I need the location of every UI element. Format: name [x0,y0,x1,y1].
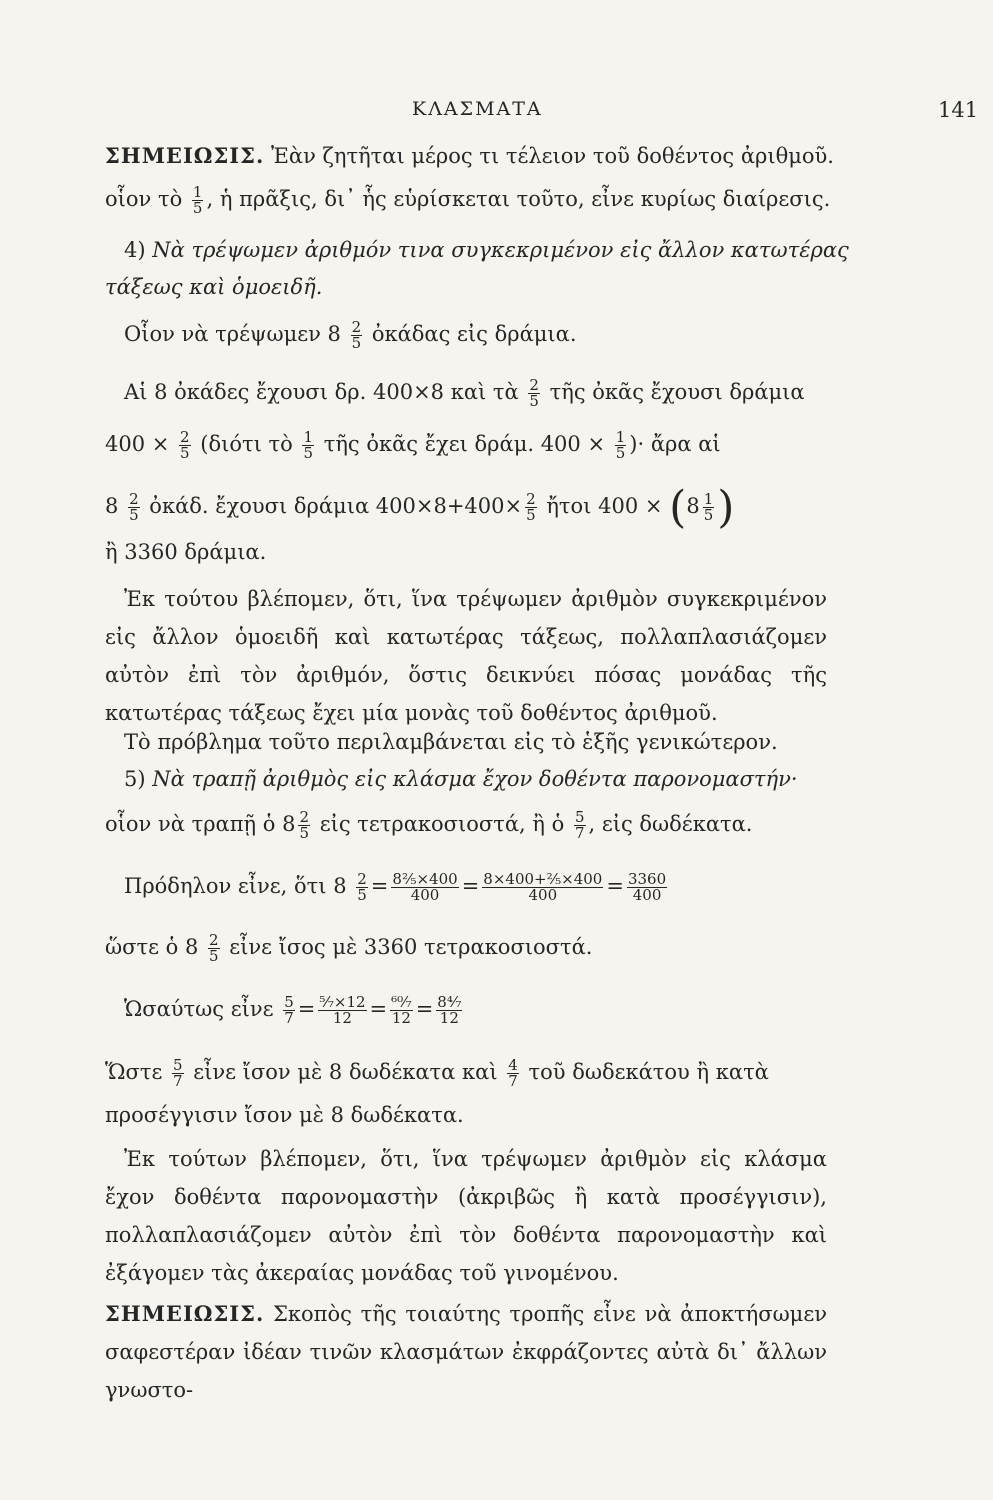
fraction [179,430,191,461]
denominator: 5 [129,506,139,524]
numerator: ⁶⁰⁄₇ [391,993,412,1011]
text: 400 × [105,432,170,456]
text: Ὥστε [105,1060,163,1084]
numerator: 1 [703,490,714,508]
text: ὀκάδ. ἔχουσι δράμια 400×8+400× [149,494,523,518]
numerator: 5 [574,808,585,826]
fraction [507,1058,519,1089]
numerator: 1 [192,183,203,201]
text: τῆς ὀκᾶς ἔχουσι δράμια [549,380,805,404]
text-line: Τὸ πρόβλημα τοῦτο περιλαμβάνεται εἰς τὸ ἑξῆς γενικώτερον. [124,730,778,754]
numerator: 4 [508,1056,518,1074]
fraction [318,995,366,1026]
numerator: 2 [357,870,367,888]
denominator: 12 [318,1010,366,1026]
denominator: 5 [180,444,190,462]
denominator: 5 [615,444,626,462]
fraction [482,872,603,903]
denominator: 5 [303,444,314,462]
numerator: 2 [529,376,539,394]
text: , ἡ πρᾶξις, δι᾽ ἧς εὑρίσκεται τοῦτο, εἶνε κυρίως διαίρεσις. [206,187,831,211]
denominator: 5 [529,392,539,410]
running-title: ΚΛΑΣΜΑΤΑ [412,98,543,120]
numerator: 5 [284,993,294,1011]
numerator: ⁵⁄₇×12 [319,993,366,1011]
text: Ὡσαύτως εἶνε [124,997,274,1021]
denominator: 5 [209,947,219,965]
text: , εἰς δωδέκατα. [588,812,753,836]
text: εἶνε ἴσον μὲ 8 δωδέκατα καὶ [193,1060,498,1084]
text: εἰς τετρακοσιοστά, ἢ ὁ [319,812,565,836]
numerator: 3360 [627,870,667,888]
text: Αἱ 8 ὀκάδες ἔχουσι δρ. 400×8 καὶ τὰ [124,380,519,404]
denominator: 5 [703,506,714,524]
text: ἤτοι 400 × [546,494,663,518]
equals-sign: = [461,874,480,898]
equals-sign: = [370,874,389,898]
denominator: 12 [436,1010,462,1026]
fraction [302,430,314,461]
fraction [390,995,413,1026]
numerator: 2 [180,428,190,446]
note-line [105,143,834,168]
problem-4-line [124,238,849,262]
result-line: ἢ 3360 δράμια. [105,540,267,564]
computation-line [124,378,805,409]
equation-line [124,995,465,1026]
fraction [574,810,586,841]
denominator: 400 [627,887,667,903]
equation-line [105,1058,769,1089]
equals-sign: = [606,874,624,898]
text: Ἐὰν ζητῆται μέρος τι τέλειον τοῦ δοθέντος ἀριθμοῦ. [270,144,834,168]
denominator: 12 [391,1009,411,1027]
equals-sign: = [369,997,388,1021]
example-line [105,810,752,841]
numerator: 2 [209,931,219,949]
text: (διότι τὸ [200,432,293,456]
denominator: 5 [351,334,362,352]
text: εἶνε ἴσος μὲ 3360 τετρακοσιοστά. [229,935,593,959]
numerator: 2 [526,490,536,508]
denominator: 5 [357,886,367,904]
fraction [283,995,295,1026]
denominator: 400 [482,887,603,903]
problem-statement: Νὰ τρέψωμεν ἀριθμόν τινα συγκεκριμένον εἰς ἄλλον κατωτέρας [152,238,849,262]
text: 8 [686,494,700,518]
numerator: 2 [299,808,310,826]
numerator: 1 [303,428,314,446]
problem-statement: Νὰ τραπῇ ἀριθμὸς εἰς κλάσμα ἔχον δοθέντα παρονομαστήν· [152,767,798,791]
fraction [627,872,667,903]
page-number: 141 [938,98,979,122]
text: Οἷον νὰ τρέψωμεν 8 [124,322,341,346]
fraction [391,872,458,903]
text: Πρόδηλον εἶνε, ὅτι 8 [124,874,347,898]
denominator: 400 [391,887,458,903]
equation-line [105,933,592,964]
equals-sign: = [415,997,434,1021]
text: 8 [105,494,119,518]
text: οἷον νὰ τραπῇ ὁ 8 [105,812,296,836]
text: ὀκάδας εἰς δράμια. [371,322,577,346]
fraction [192,185,204,216]
fraction [298,810,310,841]
example-line [124,320,577,351]
numerator: 2 [351,318,362,336]
numerator: 8×400+⅖×400 [483,870,603,888]
fraction [208,933,220,964]
numerator: 8⅖×400 [392,870,458,888]
text-line: προσέγγισιν ἴσον μὲ 8 δωδέκατα. [105,1103,464,1127]
problem-number: 4) [124,238,146,262]
text: ὥστε ὁ 8 [105,935,199,959]
fraction [172,1058,184,1089]
fraction [525,492,537,523]
note-label: ΣΗΜΕΙΩΣΙΣ. [105,143,265,168]
open-paren: ( [669,482,687,533]
numerator: 1 [615,428,626,446]
problem-number: 5) [124,767,146,791]
denominator: 7 [173,1072,183,1090]
close-paren: ) [717,482,735,533]
note-label: ΣΗΜΕΙΩΣΙΣ. [105,1301,265,1326]
fraction [615,430,627,461]
equation-line [124,872,670,903]
fraction [128,492,140,523]
text: τοῦ δωδεκάτου ἢ κατὰ [528,1060,769,1084]
fraction [356,872,368,903]
paragraph: Ἐκ τούτων βλέπομεν, ὅτι, ἵνα τρέψωμεν ἀριθμὸν εἰς κλάσμα ἔχον δοθέντα παρονομαστὴν (ἀκριβῶς ἢ κατὰ προσέγγισιν), πολλαπλασιάζομεν αὐτὸν ἐπὶ τὸν δοθέντα παρονομαστὴν καὶ ἐξάγομεν τὰς ἀκεραίας μονάδας τοῦ γινομένου. [105,1147,827,1285]
fraction [436,995,462,1026]
paragraph: Ἐκ τούτου βλέπομεν, ὅτι, ἵνα τρέψωμεν ἀριθμὸν συγκεκριμένον εἰς ἄλλον ὁμοειδῆ καὶ κατωτέρας τάξεως, πολλαπλασιάζομεν αὐτὸν ἐπὶ τὸν ἀριθμόν, ὅστις δεικνύει πόσας μονάδας τῆς κατωτέρας τάξεως ἔχει μία μονὰς τοῦ δοθέντος ἀριθμοῦ. [105,587,827,725]
note-paragraph [105,1295,827,1409]
denominator: 7 [508,1072,518,1090]
denominator: 5 [192,199,203,217]
example-line [105,185,830,216]
text: οἷον τὸ [105,187,183,211]
fraction [703,492,715,523]
computation-line [105,430,721,461]
computation-line [105,482,734,533]
fraction [351,320,363,351]
denominator: 5 [299,824,310,842]
fraction [528,378,540,409]
numerator: 5 [173,1056,183,1074]
numerator: 8⁴⁄₇ [437,993,462,1011]
problem-4-continuation: τάξεως καὶ ὁμοειδῆ. [105,275,323,299]
text: Σκοπὸς τῆς τοιαύτης τροπῆς εἶνε νὰ ἀποκτήσωμεν σαφεστέραν ἰδέαν τινῶν κλασμάτων ἐκφράζοντες αὐτὰ δι᾽ ἄλλων γνωστο- [105,1302,827,1402]
problem-5-line [124,767,798,791]
denominator: 5 [526,506,536,524]
numerator: 2 [129,490,139,508]
denominator: 7 [574,824,585,842]
denominator: 7 [284,1009,294,1027]
text: τῆς ὀκᾶς ἔχει δράμ. 400 × [323,432,606,456]
equals-sign: = [297,997,316,1021]
text: )· ἄρα αἱ [629,432,721,456]
